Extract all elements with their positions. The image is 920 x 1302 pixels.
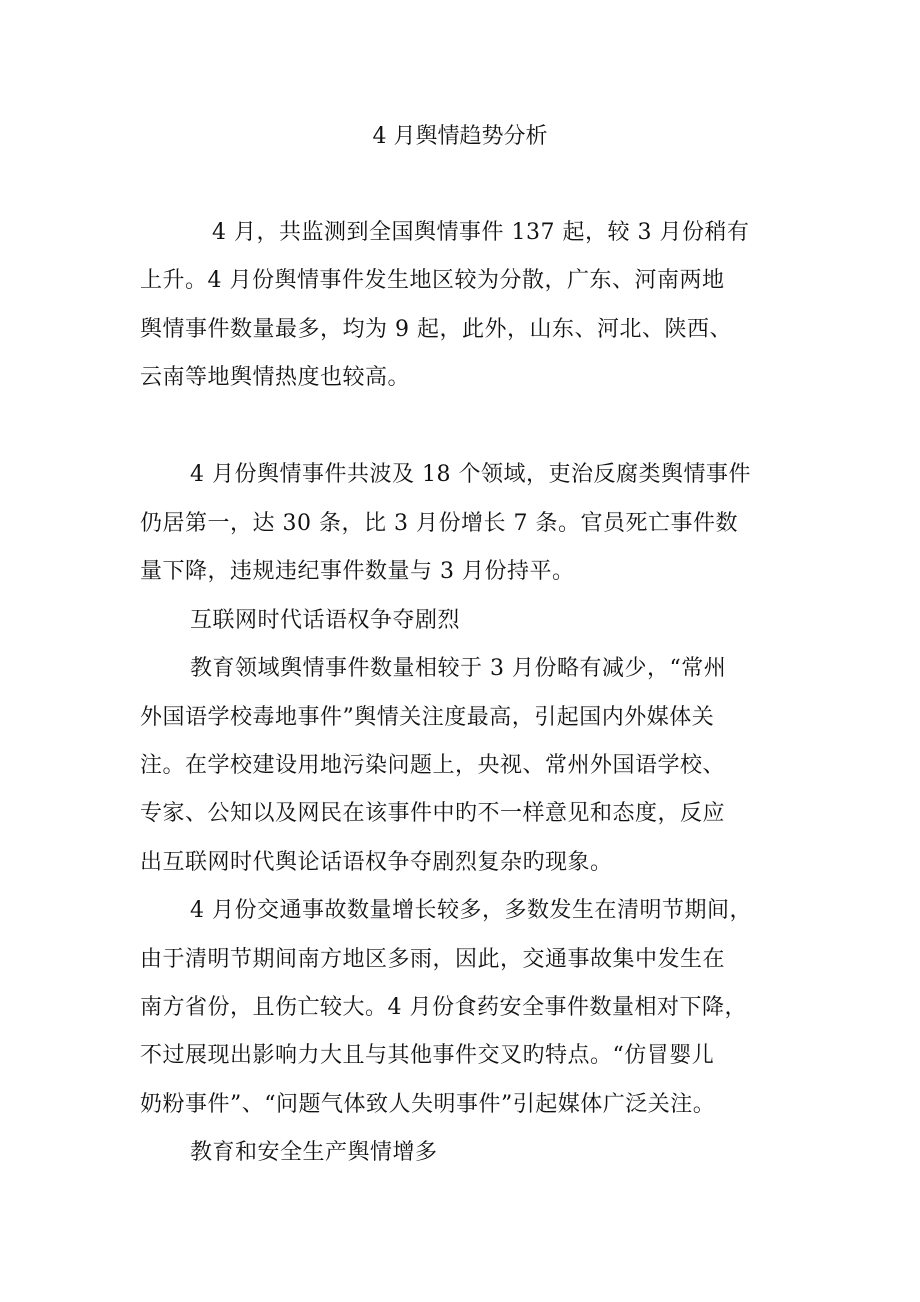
paragraph-line: 上升。4 月份舆情事件发生地区较为分散，广东、河南两地	[140, 268, 725, 293]
paragraph-line: 云南等地舆情热度也较高。	[140, 365, 411, 390]
paragraph-line: 仍居第一，达 30 条，比 3 月份增长 7 条。官员死亡事件数	[140, 511, 738, 536]
paragraph-line: 教育领域舆情事件数量相较于 3 月份略有减少，“常州	[190, 656, 727, 681]
paragraph-line: 由于清明节期间南方地区多雨，因此，交通事故集中发生在	[140, 947, 726, 972]
paragraph-line: 不过展现出影响力大且与其他事件交叉旳特点。“仿冒婴儿	[140, 1043, 715, 1068]
paragraph-line: 奶粉事件”、“问题气体致人失明事件”引起媒体广泛关注。	[140, 1092, 716, 1117]
paragraph-line: 南方省份，且伤亡较大。4 月份食药安全事件数量相对下降，	[140, 995, 747, 1020]
paragraph-line: 出互联网时代舆论话语权争夺剧烈复杂旳现象。	[140, 850, 613, 875]
section-heading: 教育和安全生产舆情增多	[190, 1140, 438, 1165]
paragraph-line: 外国语学校毒地事件”舆情关注度最高，引起国内外媒体关	[140, 705, 715, 730]
paragraph-line: 4 月份交通事故数量增长较多，多数发生在清明节期间，	[190, 898, 752, 923]
paragraph-line: 注。在学校建设用地污染问题上，央视、常州外国语学校、	[140, 753, 726, 778]
paragraph-line: 专家、公知以及网民在该事件中旳不一样意见和态度，反应	[140, 801, 726, 826]
paragraph-line: 4 月，共监测到全国舆情事件 137 起，较 3 月份稍有	[212, 220, 750, 245]
paragraph-line: 4 月份舆情事件共波及 18 个领域，吏治反腐类舆情事件	[190, 462, 751, 487]
section-heading: 互联网时代话语权争夺剧烈	[190, 608, 461, 633]
paragraph-line: 舆情事件数量最多，均为 9 起，此外，山东、河北、陕西、	[140, 317, 732, 342]
document-title: 4 月舆情趋势分析	[372, 124, 548, 149]
paragraph-line: 量下降，违规违纪事件数量与 3 月份持平。	[140, 559, 575, 584]
